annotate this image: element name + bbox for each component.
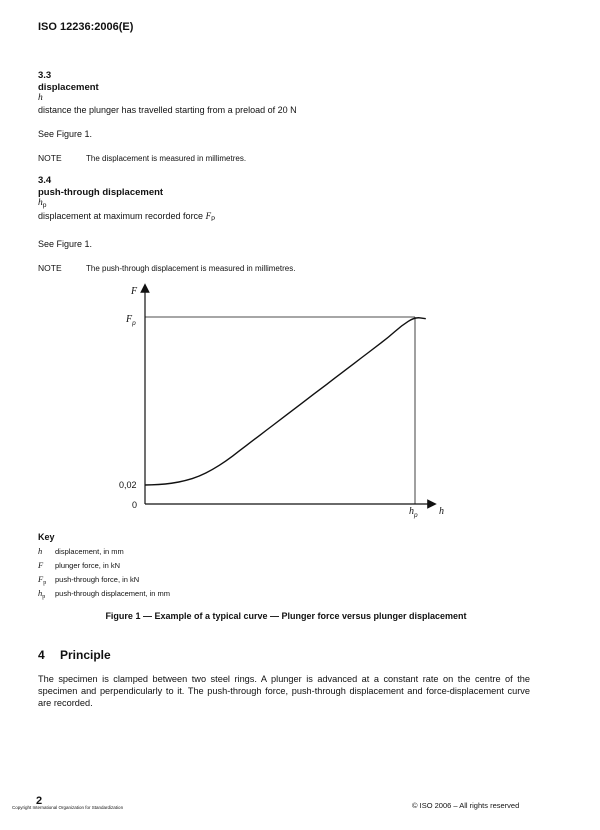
note-label: NOTE [38,263,62,273]
key-item: h displacement, in mm [38,546,124,556]
section-4-heading: 4 Principle [38,648,111,662]
force-displacement-curve [145,318,426,485]
clause-3-4-number: 3.4 [38,175,52,186]
copyright-left: Copyright International Organization for Standardization [12,805,124,810]
hp-label: $h_p$ [409,506,418,519]
fp-label: $F_p$ [126,314,136,327]
copyright-right: © ISO 2006 – All rights reserved [412,801,520,810]
origin-tick-label: 0 [132,500,138,510]
preload-tick-label: 0,02 [119,480,137,490]
x-axis-symbol: h [439,506,444,517]
clause-3-4-term: push-through displacement [38,187,164,198]
key-item: $h_p$ push-through displacement, in mm [38,588,171,600]
clause-3-3-definition: distance the plunger has travelled starting from a preload of 20 N [38,105,297,115]
clause-3-3-symbol: h [38,93,43,103]
clause-3-4-see-figure: See Figure 1. [38,239,93,249]
note-label: NOTE [38,153,62,163]
clause-3-3-term: displacement [38,82,99,93]
key-item: $F_p$ push-through force, in kN [38,574,140,586]
key-list [38,546,170,602]
standard-header: ISO 12236:2006(E) [38,21,134,33]
section-4-paragraph: The specimen is clamped between two steel rings. A plunger is advanced at a constant rate on the centre of the specimen and perpendicularly to it. The push-through force, push-through displacement and force-displacement curve are recorded. [38,674,530,708]
key-heading: Key [38,532,55,542]
note-text: The displacement is measured in millimetres. [86,154,247,163]
page-number: 2 [36,795,43,807]
note-text: The push-through displacement is measured in millimetres. [86,264,296,273]
clause-3-3-number: 3.3 [38,70,52,81]
y-axis-symbol: F [131,286,138,297]
clause-3-3-see-figure: See Figure 1. [38,129,93,139]
clause-3-4-symbol: $h_p$ [38,198,47,209]
key-item: F plunger force, in kN [38,560,121,570]
clause-3-4-definition: displacement at maximum recorded force $F_P$ [38,211,216,223]
figure-caption: Figure 1 — Example of a typical curve — Plunger force versus plunger displacement [105,611,467,621]
